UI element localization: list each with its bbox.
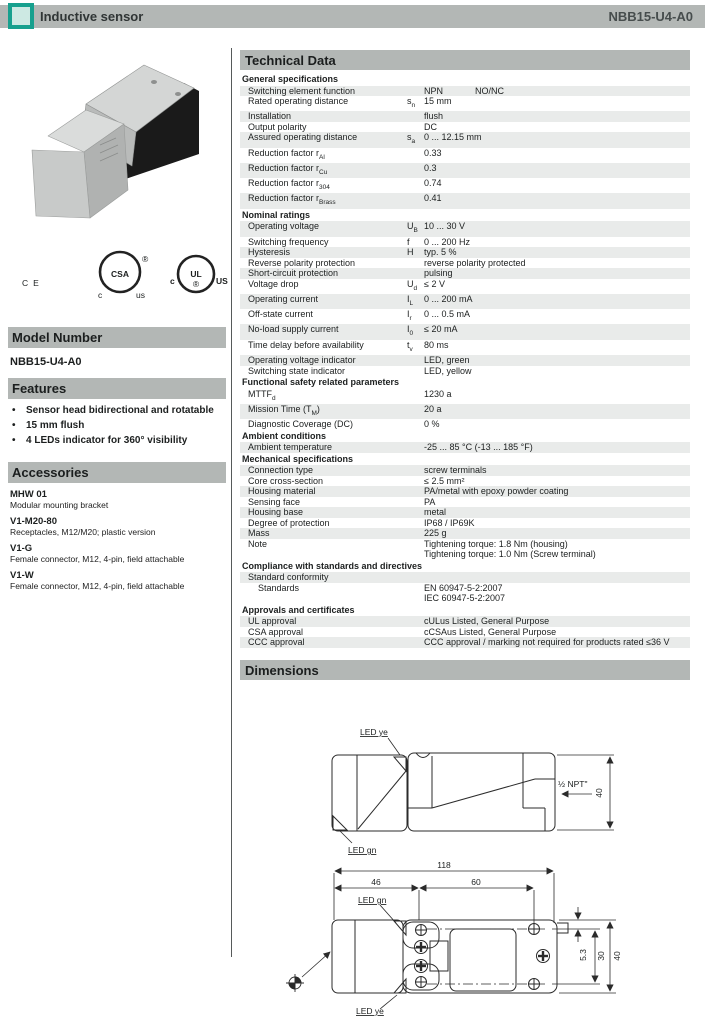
spec-label: Sensing face xyxy=(248,496,301,507)
header-model-number: NBB15-U4-A0 xyxy=(608,9,693,24)
led-ye-label: LED ye xyxy=(360,726,388,737)
spec-value: flush xyxy=(424,111,444,122)
spec-row xyxy=(240,247,690,258)
spec-symbol xyxy=(407,572,424,583)
spec-symbol: $U_B$ xyxy=(407,221,418,235)
spec-value: 10 ... 30 V xyxy=(424,221,466,232)
spec-value: NPN NO/NC xyxy=(424,85,504,96)
spec-row xyxy=(240,637,690,648)
spec-label: Switching element function xyxy=(248,85,356,96)
spec-value: 0 ... 0.5 mA xyxy=(424,309,471,320)
spec-value: 1230 a xyxy=(424,388,452,399)
spec-label: Hysteresis xyxy=(248,247,291,258)
spec-label: Rated operating distance xyxy=(248,96,349,106)
led-ye-label: LED ye xyxy=(356,1005,384,1016)
accessory-desc: Modular mounting bracket xyxy=(10,499,109,510)
spec-label: UL approval xyxy=(248,616,297,627)
led-yellow-triangle xyxy=(394,757,406,771)
spec-row xyxy=(240,178,690,193)
svg-text:UL: UL xyxy=(190,269,202,279)
height-dim-label: 40 xyxy=(612,950,622,961)
phillips-screw-icon xyxy=(537,949,550,962)
spec-value xyxy=(424,572,690,583)
spec-symbol: $I_r$ xyxy=(407,309,412,322)
spec-value: Tightening torque: 1.8 Nm (housing) Tightening torque: 1.0 Nm (Screw terminal) xyxy=(424,538,596,560)
spec-label: Voltage drop xyxy=(248,278,299,289)
spec-symbol xyxy=(407,507,424,518)
page-title: Inductive sensor xyxy=(40,9,144,24)
column-divider xyxy=(231,48,232,957)
height-dim-label: 40 xyxy=(594,787,604,798)
spec-label: Reverse polarity protection xyxy=(248,257,356,268)
accessory-desc: Receptacles, M12/M20; plastic version xyxy=(10,526,156,537)
spec-symbol: $s_n$ xyxy=(407,96,416,109)
spec-symbol xyxy=(407,497,424,508)
spec-section-heading: Approvals and certificates xyxy=(242,604,355,615)
top-view-drawing xyxy=(286,920,568,993)
spec-label: No-load supply current xyxy=(248,324,339,335)
spec-value: cCSAus Listed, General Purpose xyxy=(424,626,557,637)
spec-label: Output polarity xyxy=(248,121,307,132)
spec-label: Reduction factor $r_{Al}$ xyxy=(248,147,325,161)
spec-label: Installation xyxy=(248,111,292,122)
svg-text:c: c xyxy=(170,276,175,286)
model-number-heading: Model Number xyxy=(8,327,226,348)
spec-symbol xyxy=(407,518,424,529)
spec-value: 80 ms xyxy=(424,339,449,350)
ce-mark-icon: CE xyxy=(22,278,44,288)
spec-row xyxy=(240,528,690,539)
spec-symbol xyxy=(407,616,424,627)
spec-section-heading: Nominal ratings xyxy=(242,209,311,220)
page-header xyxy=(0,5,705,28)
model-number-value: NBB15-U4-A0 xyxy=(10,356,82,368)
datum-crosshair-icon xyxy=(286,974,304,992)
accessories-heading: Accessories xyxy=(8,462,226,483)
spec-label: CSA approval xyxy=(248,626,304,637)
spec-row xyxy=(240,419,690,430)
svg-text:c: c xyxy=(98,290,103,300)
spec-row xyxy=(240,404,690,419)
screw-icon xyxy=(416,924,427,935)
spec-section-heading: Functional safety related parameters xyxy=(242,377,400,388)
accessory-desc: Female connector, M12, 4-pin, field attachable xyxy=(10,580,185,591)
feature-item: • 4 LEDs indicator for 360° visibility xyxy=(10,435,226,448)
spec-value: 0.33 xyxy=(424,147,442,158)
spec-row xyxy=(240,616,690,627)
right-column xyxy=(240,50,692,1025)
spec-value: cULus Listed, General Purpose xyxy=(424,616,550,627)
feature-item: • 15 mm flush xyxy=(10,420,226,433)
spec-row xyxy=(240,340,690,355)
spec-label: Reduction factor $r_{Brass}$ xyxy=(248,193,336,207)
spec-label: Core cross-section xyxy=(248,475,324,486)
features-heading: Features xyxy=(8,378,226,399)
spec-symbol xyxy=(407,442,424,453)
spec-symbol xyxy=(407,476,424,487)
spec-label: Switching state indicator xyxy=(248,365,346,376)
svg-text:CSA: CSA xyxy=(111,269,129,279)
spec-label: Operating voltage indicator xyxy=(248,355,356,366)
spec-row xyxy=(240,122,690,133)
spec-symbol xyxy=(407,389,424,404)
spec-label: Housing material xyxy=(248,486,316,497)
spec-row xyxy=(240,486,690,497)
spec-section-heading: General specifications xyxy=(242,74,339,84)
spec-row xyxy=(240,442,690,453)
screw-icon xyxy=(416,976,427,987)
spec-label: Off-state current xyxy=(248,309,313,320)
accessory-desc: Female connector, M12, 4-pin, field attachable xyxy=(10,553,185,564)
spec-symbol: $t_v$ xyxy=(407,339,413,353)
spec-label: Mission Time $(T_M)$ xyxy=(248,403,320,417)
spec-row xyxy=(240,237,690,248)
accessory-name: MHW 01 xyxy=(10,488,47,500)
spec-label: Degree of protection xyxy=(248,517,330,528)
spec-row xyxy=(240,355,690,366)
spec-value: CCC approval / marking not required for products rated ≤36 V xyxy=(424,637,670,648)
spec-value: metal xyxy=(424,507,447,518)
spec-symbol xyxy=(407,258,424,269)
dimensions-heading: Dimensions xyxy=(240,660,690,680)
offset-dim-label: 5.3 xyxy=(578,948,588,961)
side-view-drawing xyxy=(332,753,555,831)
spec-symbol xyxy=(407,268,424,279)
spec-label: $MTTF_d$ xyxy=(248,388,276,402)
spec-value: typ. 5 % xyxy=(424,247,457,258)
spec-symbol xyxy=(407,148,424,163)
accessories-list xyxy=(8,489,226,591)
spec-row xyxy=(240,539,690,560)
spec-label: Reduction factor $r_{304}$ xyxy=(248,178,330,191)
spec-label: Short-circuit protection xyxy=(248,268,339,279)
spec-row xyxy=(240,627,690,638)
spec-symbol xyxy=(407,419,424,430)
spec-symbol: $I_0$ xyxy=(407,324,414,338)
spec-value: EN 60947-5-2:2007 IEC 60947-5-2:2007 xyxy=(424,582,506,604)
spec-label: Switching frequency xyxy=(248,236,329,247)
csa-mark-icon xyxy=(98,252,149,300)
spec-label: Operating voltage xyxy=(248,221,320,232)
spec-symbol: f xyxy=(407,236,410,247)
spec-row xyxy=(240,389,690,404)
spec-label: Mass xyxy=(248,528,270,539)
spec-value: screw terminals xyxy=(424,465,487,476)
spec-label: Housing base xyxy=(248,507,304,518)
screw-dot xyxy=(175,92,181,96)
spec-table xyxy=(240,73,692,648)
spec-row xyxy=(240,476,690,487)
dimension-drawings xyxy=(240,683,692,1025)
spec-label: Note xyxy=(248,538,268,549)
spec-symbol: $I_L$ xyxy=(407,293,414,307)
spec-symbol xyxy=(407,193,424,208)
spec-section-heading: Mechanical specifications xyxy=(242,453,354,464)
body-length-dim-label: 60 xyxy=(471,876,481,887)
spec-symbol xyxy=(407,111,424,122)
spec-row xyxy=(240,96,690,111)
spec-symbol xyxy=(407,637,424,648)
spec-symbol xyxy=(407,465,424,476)
spec-value: 0.74 xyxy=(424,178,442,189)
sensor-head-front xyxy=(32,150,90,218)
spec-row xyxy=(240,518,690,529)
spec-symbol xyxy=(407,528,424,539)
spec-value: 15 mm xyxy=(424,96,452,106)
spec-value: 0 % xyxy=(424,419,440,430)
spec-value: 225 g xyxy=(424,528,447,539)
spec-value: ≤ 2 V xyxy=(424,278,445,289)
accessory-item xyxy=(8,570,226,591)
spec-label: Diagnostic Coverage (DC) xyxy=(248,419,354,430)
spec-row xyxy=(240,268,690,279)
npt-label: ½ NPT" xyxy=(558,778,588,789)
spec-label: CCC approval xyxy=(248,637,305,648)
side-view-annotations xyxy=(340,738,614,843)
spec-row xyxy=(240,258,690,269)
accessory-item xyxy=(8,543,226,564)
screw-spacing-dim-label: 30 xyxy=(596,950,606,961)
spec-symbol xyxy=(407,355,424,366)
spec-symbol xyxy=(407,404,424,419)
accessory-name: V1-G xyxy=(10,542,33,554)
spec-value: DC xyxy=(424,121,437,132)
spec-row xyxy=(240,148,690,163)
spec-value: IP68 / IP69K xyxy=(424,517,475,528)
head-length-dim-label: 46 xyxy=(371,876,381,887)
spec-symbol: $s_a$ xyxy=(407,132,416,146)
spec-row xyxy=(240,294,690,309)
spec-row xyxy=(240,497,690,508)
spec-label: Time delay before availability xyxy=(248,339,364,350)
spec-value: PA xyxy=(424,496,436,507)
spec-row xyxy=(240,132,690,147)
led-gn-label: LED gn xyxy=(358,894,387,905)
features-list xyxy=(8,405,226,448)
spec-value: 0 ... 12.15 mm xyxy=(424,132,482,143)
spec-label: Ambient temperature xyxy=(248,442,333,453)
spec-row xyxy=(240,572,690,583)
spec-symbol xyxy=(407,122,424,133)
spec-row xyxy=(240,221,690,236)
spec-value: PA/metal with epoxy powder coating xyxy=(424,486,569,497)
spec-value: LED, green xyxy=(424,355,470,366)
svg-text:®: ® xyxy=(192,279,200,289)
spec-value: pulsing xyxy=(424,268,453,279)
svg-text:US: US xyxy=(216,276,228,286)
product-photo xyxy=(8,50,230,250)
spec-row xyxy=(240,465,690,476)
spec-row xyxy=(240,193,690,208)
spec-symbol xyxy=(407,583,424,604)
spec-symbol xyxy=(407,178,424,193)
spec-value: 0.3 xyxy=(424,162,437,173)
svg-text:®: ® xyxy=(142,254,149,264)
led-gn-label: LED gn xyxy=(348,844,377,855)
led-green-triangle xyxy=(333,816,347,830)
spec-value: 0 ... 200 mA xyxy=(424,293,473,304)
accessory-name: V1-W xyxy=(10,569,34,581)
spec-label: Connection type xyxy=(248,465,314,476)
spec-symbol xyxy=(407,366,424,377)
spec-value: 0.41 xyxy=(424,193,442,204)
spec-row xyxy=(240,279,690,294)
spec-section-heading: Compliance with standards and directives xyxy=(242,560,423,571)
total-length-dim-label: 118 xyxy=(437,859,451,870)
spec-symbol xyxy=(407,486,424,497)
spec-label: Reduction factor $r_{Cu}$ xyxy=(248,162,328,176)
spec-symbol xyxy=(407,539,424,560)
spec-section-heading: Ambient conditions xyxy=(242,430,326,441)
spec-row xyxy=(240,507,690,518)
spec-value: LED, yellow xyxy=(424,365,472,376)
phillips-screw-icon xyxy=(415,940,428,953)
spec-label: Operating current xyxy=(248,293,319,304)
spec-value: 0 ... 200 Hz xyxy=(424,236,471,247)
spec-label: Assured operating distance xyxy=(248,132,358,143)
accessory-item xyxy=(8,516,226,537)
spec-value: reverse polarity protected xyxy=(424,257,526,268)
spec-symbol: $U_d$ xyxy=(407,278,418,292)
spec-row xyxy=(240,86,690,97)
brand-square-icon xyxy=(8,3,34,29)
spec-row xyxy=(240,324,690,339)
spec-symbol: H xyxy=(407,247,414,258)
spec-symbol xyxy=(407,163,424,178)
spec-row xyxy=(240,163,690,178)
spec-value: ≤ 20 mA xyxy=(424,324,458,335)
screw-dot xyxy=(151,80,157,84)
spec-row xyxy=(240,309,690,324)
accessory-item xyxy=(8,489,226,510)
feature-item: • Sensor head bidirectional and rotatable xyxy=(10,405,226,418)
spec-row xyxy=(240,583,690,604)
spec-value: -25 ... 85 °C (-13 ... 185 °F) xyxy=(424,442,533,453)
spec-label: Standard conformity xyxy=(248,572,329,583)
spec-row xyxy=(240,111,690,122)
spec-row xyxy=(240,366,690,377)
technical-data-heading: Technical Data xyxy=(240,50,690,70)
svg-text:us: us xyxy=(136,290,145,300)
accessory-name: V1-M20-80 xyxy=(10,515,57,527)
spec-label: Standards xyxy=(258,582,300,593)
spec-value: ≤ 2.5 mm² xyxy=(424,475,465,486)
certification-logos xyxy=(8,250,230,305)
phillips-screw-icon xyxy=(415,959,428,972)
ul-mark-icon xyxy=(170,256,228,292)
spec-value: 20 a xyxy=(424,403,442,414)
left-column xyxy=(8,50,226,591)
spec-symbol xyxy=(407,86,424,97)
spec-symbol xyxy=(407,627,424,638)
